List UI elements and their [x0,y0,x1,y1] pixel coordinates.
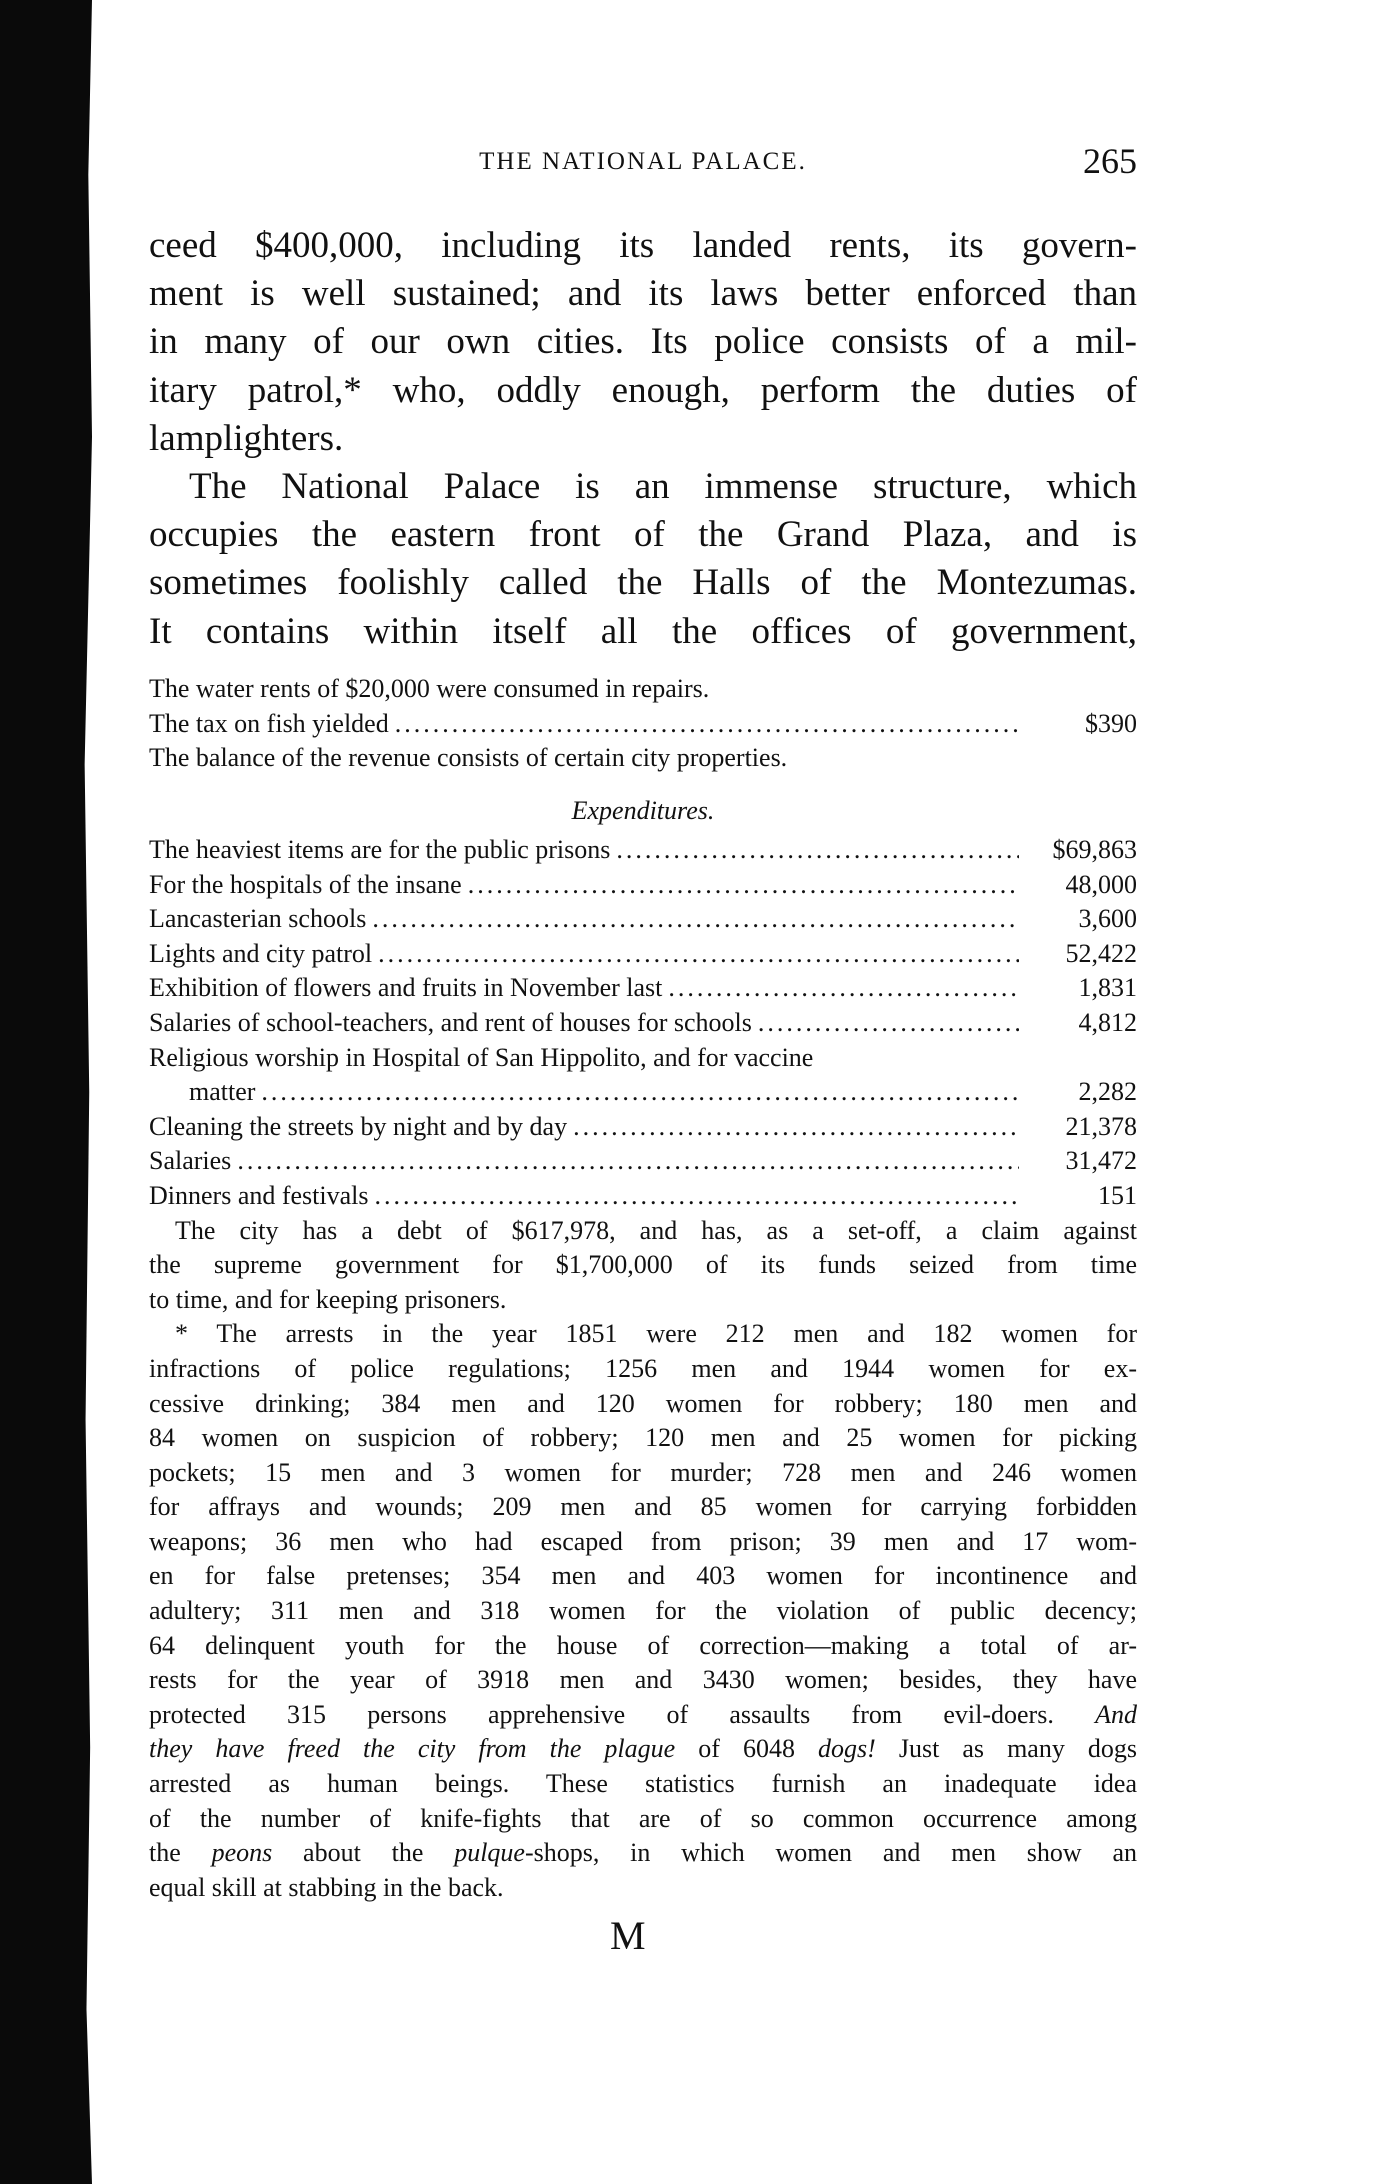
table-row [149,833,1137,868]
footnote-line: equal skill at stabbing in the back. [149,1872,504,1902]
row-label: For the hospitals of the insane [149,869,462,899]
dot-leader [261,1075,1019,1110]
italic-span: they have freed the city from the plague [149,1734,676,1764]
page-header [149,140,1137,184]
text-line: occupies the eastern front of the Grand Plaza, and is [149,514,1137,556]
table-row [149,868,1137,903]
row-label: Lancasterian schools [149,904,367,934]
text-span: protected 315 persons apprehensive of assaults from evil-doers. [149,1699,1054,1729]
footnote-line: en for false pretenses; 354 men and 403 women for incontinence and [149,1561,1137,1591]
book-spine-shadow [0,0,92,2184]
debt-line: the supreme government for $1,700,000 of its funds seized from time [149,1250,1137,1280]
footnote-line: for affrays and wounds; 209 men and 85 women for carrying forbidden [149,1492,1137,1522]
main-text [149,222,1137,656]
dot-leader [375,1179,1019,1214]
table-row [149,971,1137,1006]
row-value: 4,812 [1078,1007,1137,1037]
dot-leader [616,833,1019,868]
expenditures-table [149,833,1137,1905]
dot-leader [378,937,1019,972]
text-span: the [149,1838,212,1868]
debt-line: The city has a debt of $617,978, and has, as a set-off, a claim against [175,1215,1137,1245]
row-label: Dinners and festivals [149,1180,369,1210]
dot-leader [573,1110,1019,1145]
footnote-line: of the number of knife-fights that are of so common occurrence among [149,1803,1137,1833]
signature-mark: M [610,1913,646,1958]
row-value: 52,422 [1065,938,1137,968]
row-value: $69,863 [1052,835,1137,864]
text-line: sometimes foolishly called the Halls of the Montezumas. [149,562,1137,604]
footnote-line [149,1698,1137,1733]
row-value: 1,831 [1078,973,1137,1003]
row-value: $390 [1085,708,1137,738]
text-line: ceed $400,000, including its landed rents, its govern- [149,225,1137,266]
text-line: The National Palace is an immense structure, which [189,466,1137,508]
running-title: THE NATIONAL PALACE. [479,148,807,175]
row-label: Religious worship in Hospital of San Hippolito, and for vaccine [149,1042,814,1072]
row-label: Salaries [149,1146,232,1176]
text-line: ment is well sustained; and its laws better enforced than [149,273,1137,315]
text-line: The water rents of $20,000 were consumed in repairs. [149,674,710,703]
footnote-line: adultery; 311 men and 318 women for the violation of public decency; [149,1596,1137,1626]
revenue-row [149,707,1137,742]
table-row [149,1144,1137,1179]
row-label: Cleaning the streets by night and by day [149,1111,568,1141]
footnote-line: 84 women on suspicion of robbery; 120 men and 25 women for picking [149,1423,1137,1453]
table-row [149,1006,1137,1041]
row-label: Exhibition of flowers and fruits in November last [149,973,663,1003]
row-label: The tax on fish yielded [149,708,389,738]
footnote-line: pockets; 15 men and 3 women for murder; 728 men and 246 women [149,1457,1137,1487]
footnote-line: rests for the year of 3918 men and 3430 women; besides, they have [149,1665,1137,1695]
footnote-line [149,1732,1137,1767]
italic-span: peons [211,1838,273,1868]
dot-leader [668,971,1019,1006]
text-span: about the [272,1838,455,1868]
row-label: The heaviest items are for the public prisons [149,835,611,864]
row-value: 151 [1098,1180,1137,1210]
text-span: of 6048 [675,1734,819,1764]
italic-span: dogs! [818,1734,876,1764]
footnote-line: cessive drinking; 384 men and 120 women for robbery; 180 men and [149,1388,1137,1418]
page-number: 265 [1083,141,1137,181]
footnote-line: infractions of police regulations; 1256 men and 1944 women for ex- [149,1353,1137,1383]
text-span: Just as many dogs [875,1734,1137,1764]
footnote-line: arrested as human beings. These statistics furnish an inadequate idea [149,1769,1137,1799]
dot-leader [395,707,1019,742]
row-value: 2,282 [1078,1077,1137,1107]
row-value: 21,378 [1065,1111,1137,1141]
table-row [149,1179,1137,1214]
italic-span: And [1095,1699,1137,1729]
row-value: 48,000 [1065,869,1137,899]
revenue-section [149,672,1137,776]
table-row [149,937,1137,972]
italic-span: pulque [454,1838,525,1868]
table-row [149,902,1137,937]
footnote-line: * The arrests in the year 1851 were 212 men and 182 women for [175,1319,1137,1349]
text-line: itary patrol,* who, oddly enough, perform the duties of [149,369,1137,411]
row-label-continuation: matter [189,1077,256,1107]
dot-leader [372,902,1019,937]
row-value: 3,600 [1078,904,1137,934]
dot-leader [237,1144,1019,1179]
dot-leader [758,1006,1019,1041]
row-label: Salaries of school-teachers, and rent of houses for schools [149,1007,752,1037]
expenditures-heading: Expenditures. [571,796,715,825]
row-value: 31,472 [1065,1146,1137,1176]
table-row [149,1075,1137,1110]
footnote-line: 64 delinquent youth for the house of correction—making a total of ar- [149,1630,1137,1660]
footnote-line [149,1836,1137,1871]
row-label: Lights and city patrol [149,938,373,968]
table-row [149,1110,1137,1145]
text-line: The balance of the revenue consists of certain city properties. [149,743,788,773]
text-line: lamplighters. [149,417,344,459]
footnote-line: weapons; 36 men who had escaped from prison; 39 men and 17 wom- [149,1526,1137,1556]
text-span: -shops, in which women and men show an [524,1838,1137,1868]
debt-line: to time, and for keeping prisoners. [149,1284,507,1314]
text-line: It contains within itself all the offices of government, [149,610,1137,652]
text-line: in many of our own cities. Its police consists of a mil- [149,321,1137,363]
dot-leader [468,868,1019,903]
